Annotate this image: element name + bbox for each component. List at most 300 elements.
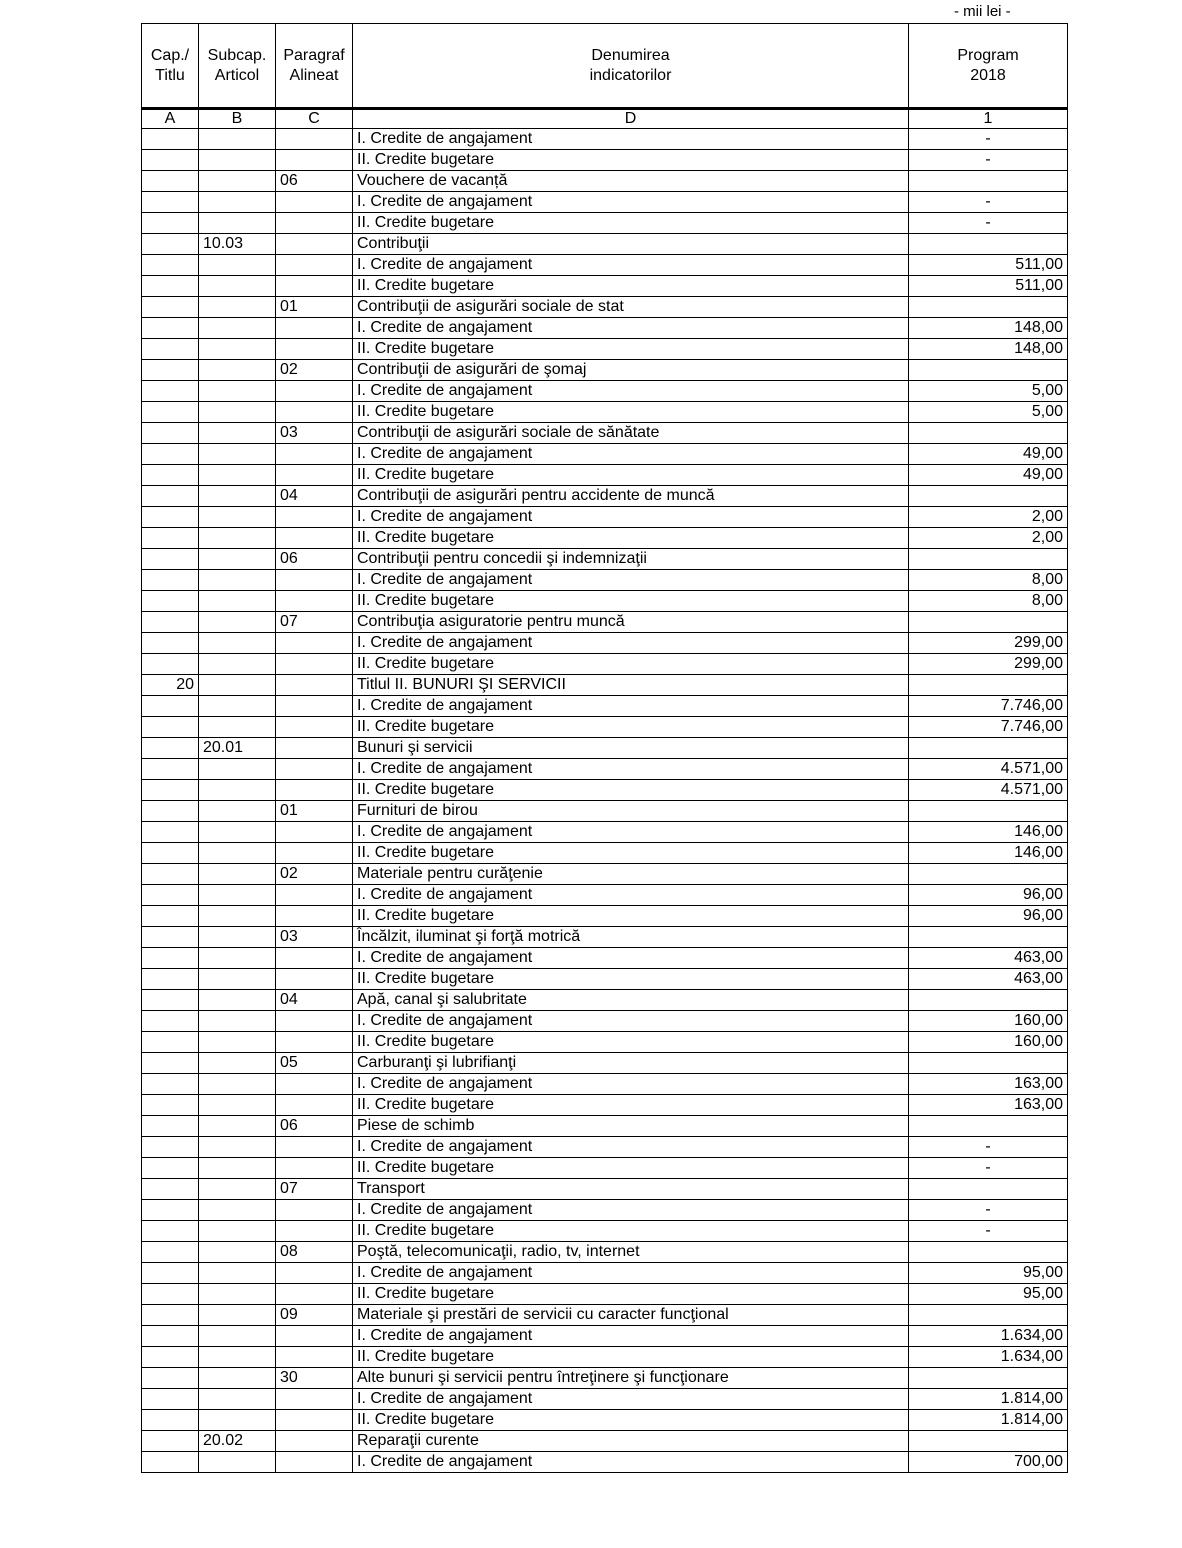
table-row <box>142 402 1068 423</box>
paragraf-cell <box>276 843 353 864</box>
indicator-name-cell: II. Credite bugetare <box>353 528 909 549</box>
cap-cell <box>142 1200 199 1221</box>
subcap-cell: 10.03 <box>199 234 276 255</box>
subcap-cell <box>199 150 276 171</box>
subcap-cell <box>199 696 276 717</box>
subcap-cell <box>199 843 276 864</box>
paragraf-cell: 05 <box>276 1053 353 1074</box>
indicator-name-cell: Contribuţii de asigurări sociale de stat <box>353 297 909 318</box>
header-paragraf <box>276 24 353 109</box>
cap-cell <box>142 150 199 171</box>
paragraf-cell <box>276 234 353 255</box>
table-row <box>142 171 1068 192</box>
paragraf-cell <box>276 675 353 696</box>
program-value-cell: 163,00 <box>909 1074 1068 1095</box>
subcap-cell <box>199 1116 276 1137</box>
table-row <box>142 213 1068 234</box>
cap-cell <box>142 570 199 591</box>
paragraf-cell <box>276 654 353 675</box>
cap-cell <box>142 1032 199 1053</box>
program-value-cell: 4.571,00 <box>909 780 1068 801</box>
indicator-name-cell: I. Credite de angajament <box>353 696 909 717</box>
program-value-cell: 463,00 <box>909 948 1068 969</box>
subcap-cell <box>199 612 276 633</box>
cap-cell <box>142 213 199 234</box>
indicator-name-cell: II. Credite bugetare <box>353 969 909 990</box>
table-row <box>142 1032 1068 1053</box>
paragraf-cell <box>276 1074 353 1095</box>
indicator-name-cell: Materiale pentru curăţenie <box>353 864 909 885</box>
cap-cell <box>142 171 199 192</box>
indicator-name-cell: I. Credite de angajament <box>353 1263 909 1284</box>
paragraf-cell <box>276 822 353 843</box>
indicator-name-cell: I. Credite de angajament <box>353 255 909 276</box>
paragraf-cell: 30 <box>276 1368 353 1389</box>
table-row <box>142 780 1068 801</box>
subcap-cell <box>199 1221 276 1242</box>
cap-cell <box>142 276 199 297</box>
paragraf-cell <box>276 885 353 906</box>
table-row <box>142 1410 1068 1431</box>
subcap-cell: 20.02 <box>199 1431 276 1452</box>
cap-cell <box>142 318 199 339</box>
subcap-cell <box>199 1389 276 1410</box>
table-row <box>142 885 1068 906</box>
cap-cell <box>142 465 199 486</box>
subcap-cell <box>199 1158 276 1179</box>
table-row <box>142 255 1068 276</box>
cap-cell <box>142 1263 199 1284</box>
program-value-cell <box>909 171 1068 192</box>
program-value-cell: 7.746,00 <box>909 696 1068 717</box>
indicator-name-cell: I. Credite de angajament <box>353 444 909 465</box>
cap-cell <box>142 339 199 360</box>
table-row <box>142 444 1068 465</box>
indicator-name-cell: Piese de schimb <box>353 1116 909 1137</box>
subcap-cell <box>199 402 276 423</box>
indicator-name-cell: II. Credite bugetare <box>353 780 909 801</box>
table-row <box>142 843 1068 864</box>
indicator-name-cell: II. Credite bugetare <box>353 1410 909 1431</box>
paragraf-cell <box>276 339 353 360</box>
indicator-name-cell: I. Credite de angajament <box>353 1200 909 1221</box>
program-value-cell <box>909 738 1068 759</box>
indicator-name-cell: I. Credite de angajament <box>353 759 909 780</box>
subcap-cell <box>199 759 276 780</box>
paragraf-cell <box>276 192 353 213</box>
subcap-cell <box>199 171 276 192</box>
cap-cell <box>142 696 199 717</box>
indicator-name-cell: I. Credite de angajament <box>353 1137 909 1158</box>
table-row <box>142 1242 1068 1263</box>
column-letter: 1 <box>909 109 1068 129</box>
program-value-cell: 49,00 <box>909 444 1068 465</box>
paragraf-cell <box>276 276 353 297</box>
indicator-name-cell: I. Credite de angajament <box>353 948 909 969</box>
paragraf-cell <box>276 969 353 990</box>
subcap-cell <box>199 1452 276 1473</box>
cap-cell <box>142 1116 199 1137</box>
program-value-cell: 511,00 <box>909 276 1068 297</box>
cap-cell <box>142 444 199 465</box>
cap-cell <box>142 255 199 276</box>
indicator-name-cell: I. Credite de angajament <box>353 885 909 906</box>
cap-cell <box>142 192 199 213</box>
paragraf-cell <box>276 402 353 423</box>
paragraf-cell <box>276 906 353 927</box>
indicator-name-cell: I. Credite de angajament <box>353 1389 909 1410</box>
paragraf-cell <box>276 1032 353 1053</box>
program-value-cell <box>909 1242 1068 1263</box>
subcap-cell <box>199 192 276 213</box>
table-row <box>142 738 1068 759</box>
cap-cell <box>142 1389 199 1410</box>
table-row <box>142 696 1068 717</box>
table-row <box>142 591 1068 612</box>
table-row <box>142 423 1068 444</box>
cap-cell <box>142 1368 199 1389</box>
paragraf-cell <box>276 696 353 717</box>
paragraf-cell: 04 <box>276 990 353 1011</box>
paragraf-cell <box>276 570 353 591</box>
subcap-cell <box>199 1032 276 1053</box>
table-row <box>142 234 1068 255</box>
table-row <box>142 1326 1068 1347</box>
paragraf-cell: 08 <box>276 1242 353 1263</box>
subcap-cell <box>199 948 276 969</box>
paragraf-cell <box>276 717 353 738</box>
indicator-name-cell: Titlul II. BUNURI ŞI SERVICII <box>353 675 909 696</box>
indicator-name-cell: II. Credite bugetare <box>353 276 909 297</box>
indicator-name-cell: I. Credite de angajament <box>353 633 909 654</box>
cap-cell <box>142 780 199 801</box>
subcap-cell <box>199 654 276 675</box>
cap-cell <box>142 969 199 990</box>
paragraf-cell <box>276 1347 353 1368</box>
paragraf-cell <box>276 1452 353 1473</box>
subcap-cell <box>199 129 276 150</box>
cap-cell <box>142 759 199 780</box>
subcap-cell <box>199 1284 276 1305</box>
header-program-line1: Program <box>957 46 1019 64</box>
subcap-cell: 20.01 <box>199 738 276 759</box>
indicator-name-cell: I. Credite de angajament <box>353 1074 909 1095</box>
subcap-cell <box>199 591 276 612</box>
program-value-cell: - <box>909 1200 1068 1221</box>
table-row <box>142 1452 1068 1473</box>
paragraf-cell <box>276 633 353 654</box>
paragraf-cell <box>276 1158 353 1179</box>
paragraf-cell: 09 <box>276 1305 353 1326</box>
cap-cell <box>142 1326 199 1347</box>
program-value-cell: 5,00 <box>909 381 1068 402</box>
subcap-cell <box>199 528 276 549</box>
cap-cell <box>142 507 199 528</box>
cap-cell <box>142 297 199 318</box>
subcap-cell <box>199 906 276 927</box>
indicator-name-cell: Contribuţii de asigurări de şomaj <box>353 360 909 381</box>
header-program <box>909 24 1068 109</box>
paragraf-cell: 07 <box>276 1179 353 1200</box>
subcap-cell <box>199 717 276 738</box>
program-value-cell <box>909 1179 1068 1200</box>
table-row <box>142 948 1068 969</box>
table-row <box>142 654 1068 675</box>
indicator-name-cell: II. Credite bugetare <box>353 402 909 423</box>
subcap-cell <box>199 465 276 486</box>
table-row <box>142 1284 1068 1305</box>
cap-cell <box>142 591 199 612</box>
table-row <box>142 1305 1068 1326</box>
paragraf-cell: 06 <box>276 1116 353 1137</box>
indicator-name-cell: Poştă, telecomunicaţii, radio, tv, internet <box>353 1242 909 1263</box>
table-row <box>142 1347 1068 1368</box>
indicator-name-cell: II. Credite bugetare <box>353 1221 909 1242</box>
header-subcap-line2: Articol <box>214 66 260 84</box>
indicator-name-cell: I. Credite de angajament <box>353 192 909 213</box>
table-row <box>142 969 1068 990</box>
header-program-line2: 2018 <box>970 66 1006 84</box>
cap-cell <box>142 864 199 885</box>
cap-cell <box>142 528 199 549</box>
paragraf-cell: 02 <box>276 360 353 381</box>
paragraf-cell <box>276 948 353 969</box>
header-cap <box>142 24 199 109</box>
table-row <box>142 360 1068 381</box>
indicator-name-cell: II. Credite bugetare <box>353 1284 909 1305</box>
subcap-cell <box>199 1410 276 1431</box>
paragraf-cell <box>276 1410 353 1431</box>
cap-cell <box>142 549 199 570</box>
subcap-cell <box>199 990 276 1011</box>
table-row <box>142 675 1068 696</box>
subcap-cell <box>199 255 276 276</box>
subcap-cell <box>199 1074 276 1095</box>
table-row <box>142 906 1068 927</box>
header-denumire <box>353 24 909 109</box>
header-subcap <box>199 24 276 109</box>
subcap-cell <box>199 318 276 339</box>
indicator-name-cell: II. Credite bugetare <box>353 1032 909 1053</box>
subcap-cell <box>199 297 276 318</box>
budget-table <box>141 23 1068 1473</box>
program-value-cell <box>909 612 1068 633</box>
program-value-cell: 160,00 <box>909 1011 1068 1032</box>
table-row <box>142 150 1068 171</box>
table-row <box>142 1389 1068 1410</box>
table-row <box>142 822 1068 843</box>
paragraf-cell <box>276 780 353 801</box>
header-cap-line2: Titlu <box>155 66 185 84</box>
indicator-name-cell: Apă, canal şi salubritate <box>353 990 909 1011</box>
cap-cell <box>142 1431 199 1452</box>
indicator-name-cell: II. Credite bugetare <box>353 654 909 675</box>
cap-cell <box>142 1221 199 1242</box>
indicator-name-cell: Furnituri de birou <box>353 801 909 822</box>
program-value-cell: 160,00 <box>909 1032 1068 1053</box>
table-row <box>142 801 1068 822</box>
cap-cell <box>142 402 199 423</box>
cap-cell <box>142 948 199 969</box>
table-row <box>142 276 1068 297</box>
paragraf-cell <box>276 150 353 171</box>
subcap-cell <box>199 1200 276 1221</box>
header-subcap-line1: Subcap. <box>207 46 267 64</box>
program-value-cell <box>909 1053 1068 1074</box>
cap-cell <box>142 360 199 381</box>
paragraf-cell <box>276 507 353 528</box>
program-value-cell: - <box>909 213 1068 234</box>
program-value-cell <box>909 297 1068 318</box>
paragraf-cell <box>276 591 353 612</box>
table-row <box>142 1368 1068 1389</box>
cap-cell <box>142 1053 199 1074</box>
table-row <box>142 1221 1068 1242</box>
header-cap-line1: Cap./ <box>150 46 190 64</box>
paragraf-cell <box>276 318 353 339</box>
program-value-cell: - <box>909 1158 1068 1179</box>
indicator-name-cell: Contribuţii pentru concedii şi indemnizaţii <box>353 549 909 570</box>
subcap-cell <box>199 381 276 402</box>
table-row <box>142 717 1068 738</box>
paragraf-cell <box>276 1095 353 1116</box>
indicator-name-cell: Carburanţi şi lubrifianţi <box>353 1053 909 1074</box>
header-denumire-line2: indicatorilor <box>589 66 672 84</box>
table-row <box>142 528 1068 549</box>
column-letters-row <box>142 109 1068 129</box>
paragraf-cell <box>276 1137 353 1158</box>
program-value-cell <box>909 1368 1068 1389</box>
subcap-cell <box>199 1137 276 1158</box>
paragraf-cell: 04 <box>276 486 353 507</box>
program-value-cell <box>909 1305 1068 1326</box>
subcap-cell <box>199 213 276 234</box>
program-value-cell <box>909 927 1068 948</box>
program-value-cell <box>909 801 1068 822</box>
subcap-cell <box>199 360 276 381</box>
program-value-cell: 1.814,00 <box>909 1410 1068 1431</box>
subcap-cell <box>199 780 276 801</box>
paragraf-cell <box>276 213 353 234</box>
program-value-cell <box>909 1116 1068 1137</box>
paragraf-cell <box>276 1431 353 1452</box>
indicator-name-cell: Încălzit, iluminat şi forţă motrică <box>353 927 909 948</box>
indicator-name-cell: I. Credite de angajament <box>353 318 909 339</box>
cap-cell <box>142 801 199 822</box>
indicator-name-cell: Contribuţii de asigurări pentru accidente de muncă <box>353 486 909 507</box>
program-value-cell: - <box>909 192 1068 213</box>
paragraf-cell <box>276 1200 353 1221</box>
subcap-cell <box>199 969 276 990</box>
indicator-name-cell: II. Credite bugetare <box>353 339 909 360</box>
table-row <box>142 1431 1068 1452</box>
table-row <box>142 129 1068 150</box>
cap-cell <box>142 1410 199 1431</box>
indicator-name-cell: I. Credite de angajament <box>353 381 909 402</box>
indicator-name-cell: II. Credite bugetare <box>353 1347 909 1368</box>
paragraf-cell <box>276 1221 353 1242</box>
cap-cell <box>142 1452 199 1473</box>
cap-cell <box>142 717 199 738</box>
paragraf-cell <box>276 1011 353 1032</box>
paragraf-cell <box>276 255 353 276</box>
paragraf-cell <box>276 381 353 402</box>
program-value-cell <box>909 423 1068 444</box>
subcap-cell <box>199 1263 276 1284</box>
table-row <box>142 1011 1068 1032</box>
table-row <box>142 297 1068 318</box>
subcap-cell <box>199 675 276 696</box>
cap-cell <box>142 633 199 654</box>
indicator-name-cell: Contribuţia asiguratorie pentru muncă <box>353 612 909 633</box>
program-value-cell: 96,00 <box>909 906 1068 927</box>
cap-cell <box>142 1095 199 1116</box>
table-row <box>142 1158 1068 1179</box>
cap-cell <box>142 423 199 444</box>
table-row <box>142 1137 1068 1158</box>
program-value-cell: 148,00 <box>909 318 1068 339</box>
indicator-name-cell: Contribuţii <box>353 234 909 255</box>
program-value-cell: 1.814,00 <box>909 1389 1068 1410</box>
program-value-cell: 163,00 <box>909 1095 1068 1116</box>
indicator-name-cell: II. Credite bugetare <box>353 717 909 738</box>
indicator-name-cell: I. Credite de angajament <box>353 822 909 843</box>
program-value-cell: 2,00 <box>909 528 1068 549</box>
subcap-cell <box>199 885 276 906</box>
program-value-cell: - <box>909 1137 1068 1158</box>
header-paragraf-line2: Alineat <box>289 66 339 84</box>
cap-cell <box>142 927 199 948</box>
table-row <box>142 339 1068 360</box>
indicator-name-cell: Vouchere de vacanță <box>353 171 909 192</box>
column-letter: C <box>276 109 353 129</box>
paragraf-cell <box>276 1389 353 1410</box>
subcap-cell <box>199 1326 276 1347</box>
paragraf-cell: 01 <box>276 297 353 318</box>
table-row <box>142 318 1068 339</box>
header-row <box>142 24 1068 109</box>
paragraf-cell <box>276 1263 353 1284</box>
subcap-cell <box>199 1179 276 1200</box>
table-row <box>142 633 1068 654</box>
cap-cell <box>142 1179 199 1200</box>
indicator-name-cell: Alte bunuri şi servicii pentru întreţinere şi funcţionare <box>353 1368 909 1389</box>
subcap-cell <box>199 1095 276 1116</box>
indicator-name-cell: II. Credite bugetare <box>353 591 909 612</box>
program-value-cell: - <box>909 129 1068 150</box>
program-value-cell <box>909 486 1068 507</box>
cap-cell <box>142 1242 199 1263</box>
paragraf-cell <box>276 465 353 486</box>
subcap-cell <box>199 339 276 360</box>
program-value-cell <box>909 675 1068 696</box>
indicator-name-cell: II. Credite bugetare <box>353 1158 909 1179</box>
cap-cell <box>142 885 199 906</box>
program-value-cell: 49,00 <box>909 465 1068 486</box>
subcap-cell <box>199 864 276 885</box>
subcap-cell <box>199 633 276 654</box>
table-row <box>142 1074 1068 1095</box>
table-row <box>142 927 1068 948</box>
subcap-cell <box>199 801 276 822</box>
indicator-name-cell: II. Credite bugetare <box>353 906 909 927</box>
program-value-cell: 700,00 <box>909 1452 1068 1473</box>
indicator-name-cell: Bunuri şi servicii <box>353 738 909 759</box>
program-value-cell <box>909 549 1068 570</box>
program-value-cell <box>909 1431 1068 1452</box>
program-value-cell: 511,00 <box>909 255 1068 276</box>
indicator-name-cell: Contribuţii de asigurări sociale de sănătate <box>353 423 909 444</box>
